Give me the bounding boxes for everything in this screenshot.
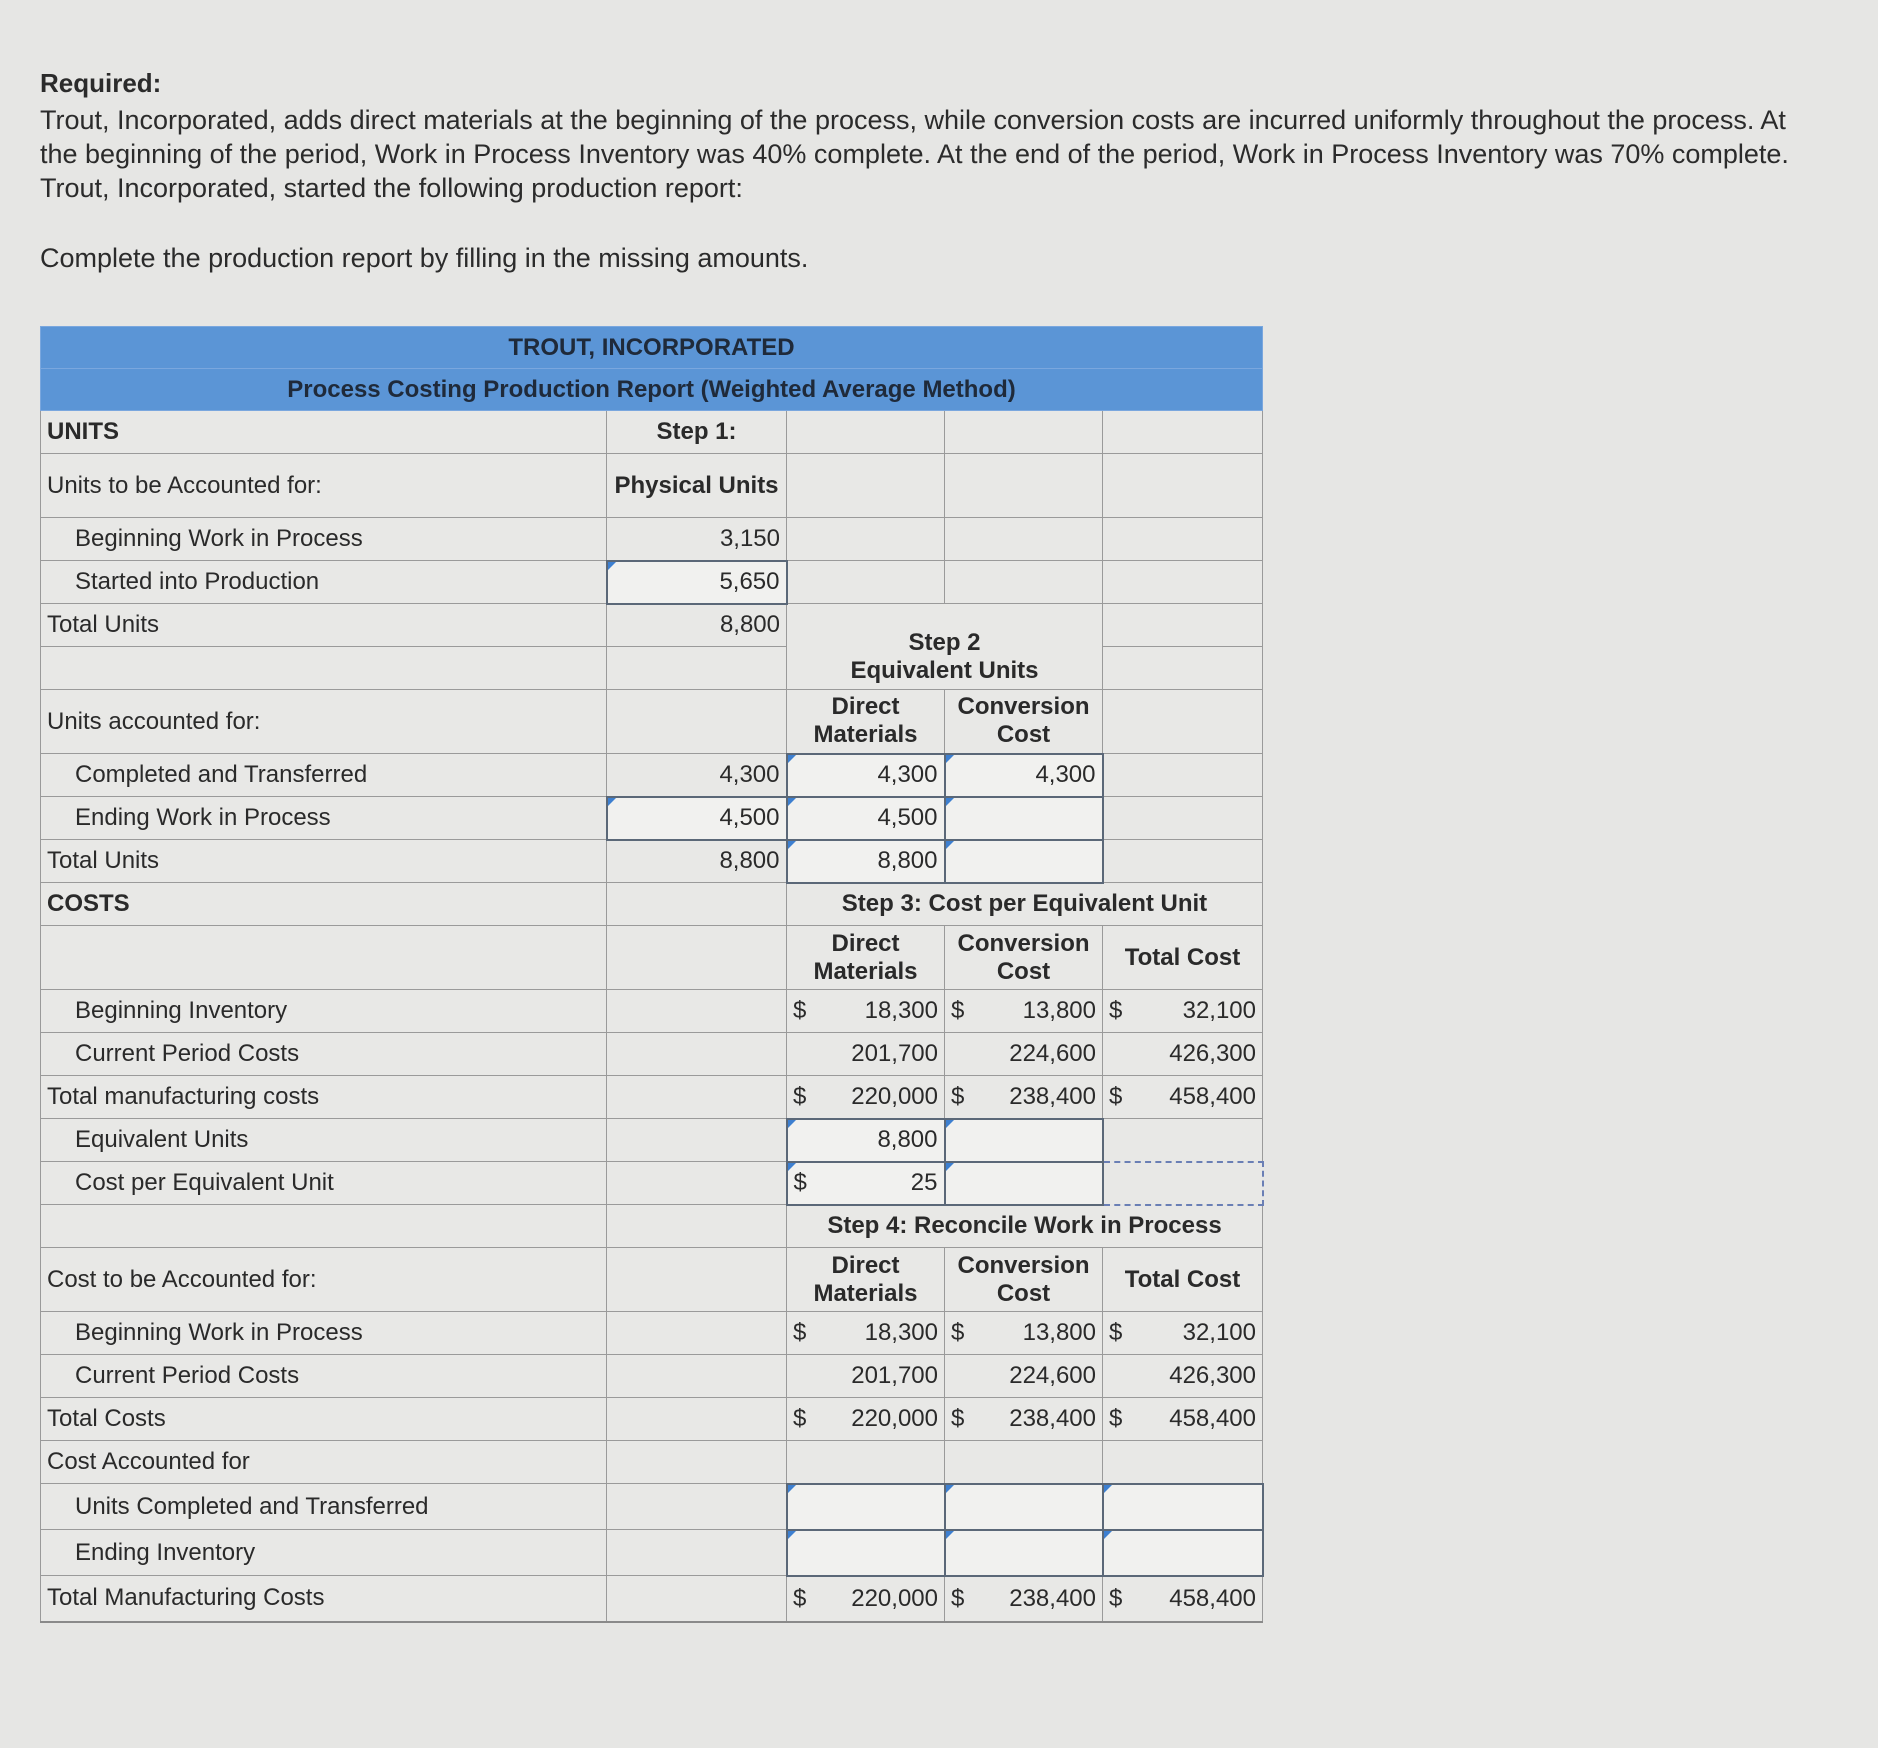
instructions [40, 68, 1800, 275]
cost-accounted-label: Cost Accounted for [41, 1441, 607, 1484]
final-total-dm: $ 220,000 [787, 1576, 945, 1622]
step4-dm-header: Direct Materials [787, 1248, 945, 1312]
total-costs-dm: $ 220,000 [787, 1398, 945, 1441]
step2-title: Step 2 [908, 629, 981, 656]
units-completed-cc-input[interactable] [945, 1484, 1103, 1530]
total-costs-cc: $ 238,400 [945, 1398, 1103, 1441]
beginning-inventory-dm: $ 18,300 [787, 990, 945, 1033]
reconcile-beginning-cc: $ 13,800 [945, 1312, 1103, 1355]
reconcile-current-total: 426,300 [1103, 1355, 1263, 1398]
final-total-total: $ 458,400 [1103, 1576, 1263, 1622]
completed-cc-input[interactable]: 4,300 [945, 754, 1103, 797]
step3-total-header: Total Cost [1103, 926, 1263, 990]
reconcile-beginning-total: $ 32,100 [1103, 1312, 1263, 1355]
total-units-label: Total Units [41, 604, 607, 647]
ending-inventory-dm-input[interactable] [787, 1530, 945, 1576]
total-mfg-costs-label: Total manufacturing costs [41, 1076, 607, 1119]
units-completed-dm-input[interactable] [787, 1484, 945, 1530]
total-costs-total: $ 458,400 [1103, 1398, 1263, 1441]
beginning-inventory-label: Beginning Inventory [41, 990, 607, 1033]
current-period-costs-label: Current Period Costs [41, 1033, 607, 1076]
total-cc-input[interactable] [945, 840, 1103, 883]
costs-section-label: COSTS [41, 883, 607, 926]
current-period-cc: 224,600 [945, 1033, 1103, 1076]
beginning-inventory-total: $ 32,100 [1103, 990, 1263, 1033]
physical-units-header: Physical Units [607, 454, 787, 518]
beginning-wip-physical: 3,150 [607, 518, 787, 561]
cost-to-account-label: Cost to be Accounted for: [41, 1248, 607, 1312]
ending-wip-dm-input[interactable]: 4,500 [787, 797, 945, 840]
total-mfg-cc: $ 238,400 [945, 1076, 1103, 1119]
production-report [40, 326, 1264, 1623]
completed-physical: 4,300 [607, 754, 787, 797]
cost-per-eu-dm-input[interactable]: $ 25 [787, 1162, 945, 1205]
required-heading: Required: [40, 68, 162, 98]
started-production-input[interactable]: 5,650 [607, 561, 787, 604]
step2-header [787, 604, 1103, 690]
beginning-wip-label: Beginning Work in Process [41, 518, 607, 561]
units-completed-total-input[interactable] [1103, 1484, 1263, 1530]
completed-dm-input[interactable]: 4,300 [787, 754, 945, 797]
step3-cc-header: Conversion Cost [945, 926, 1103, 990]
units-to-account-label: Units to be Accounted for: [41, 454, 607, 518]
company-name: TROUT, INCORPORATED [41, 327, 1263, 369]
total-mfg-dm: $ 220,000 [787, 1076, 945, 1119]
step2-cc-header: Conversion Cost [945, 690, 1103, 754]
completed-transferred-label: Completed and Transferred [41, 754, 607, 797]
ending-wip-cc-input[interactable] [945, 797, 1103, 840]
step1-header: Step 1: [607, 411, 787, 454]
units-section-label: UNITS [41, 411, 607, 454]
reconcile-current-period-label: Current Period Costs [41, 1355, 607, 1398]
ending-inventory-label: Ending Inventory [41, 1530, 607, 1576]
cost-per-eu-label: Cost per Equivalent Unit [41, 1162, 607, 1205]
total-units-physical: 8,800 [607, 604, 787, 647]
equiv-units-cc-input[interactable] [945, 1119, 1103, 1162]
started-production-label: Started into Production [41, 561, 607, 604]
current-period-total: 426,300 [1103, 1033, 1263, 1076]
step3-dm-header: Direct Materials [787, 926, 945, 990]
total-manufacturing-costs-label: Total Manufacturing Costs [41, 1576, 607, 1622]
total-mfg-total: $ 458,400 [1103, 1076, 1263, 1119]
cost-per-eu-cc-input[interactable] [945, 1162, 1103, 1205]
report-title: Process Costing Production Report (Weighted Average Method) [41, 369, 1263, 411]
reconcile-beginning-dm: $ 18,300 [787, 1312, 945, 1355]
ending-wip-label: Ending Work in Process [41, 797, 607, 840]
step4-cc-header: Conversion Cost [945, 1248, 1103, 1312]
step2-dm-header: Direct Materials [787, 690, 945, 754]
reconcile-current-cc: 224,600 [945, 1355, 1103, 1398]
current-period-dm: 201,700 [787, 1033, 945, 1076]
step2-total-physical: 8,800 [607, 840, 787, 883]
final-total-cc: $ 238,400 [945, 1576, 1103, 1622]
step4-total-header: Total Cost [1103, 1248, 1263, 1312]
step2-total-units-label: Total Units [41, 840, 607, 883]
step4-header: Step 4: Reconcile Work in Process [787, 1205, 1263, 1248]
reconcile-current-dm: 201,700 [787, 1355, 945, 1398]
task-instruction: Complete the production report by filling in the missing amounts. [40, 243, 809, 273]
total-costs-label: Total Costs [41, 1398, 607, 1441]
beginning-inventory-cc: $ 13,800 [945, 990, 1103, 1033]
step3-header: Step 3: Cost per Equivalent Unit [787, 883, 1263, 926]
ending-inventory-total-input[interactable] [1103, 1530, 1263, 1576]
units-accounted-label: Units accounted for: [41, 690, 607, 754]
problem-description: Trout, Incorporated, adds direct materials at the beginning of the process, while conversion costs are incurred uniformly throughout the process. At the beginning of the period, Work in Process Inventory was 40% complete. At the end of the period, Work in Process Inventory was 70% complete. Trout, Incorporated, started the following production report: [40, 105, 1789, 203]
equivalent-units-label: Equivalent Units [41, 1119, 607, 1162]
ending-wip-physical-input[interactable]: 4,500 [607, 797, 787, 840]
equiv-units-dm-input[interactable]: 8,800 [787, 1119, 945, 1162]
step2-subtitle: Equivalent Units [850, 657, 1039, 684]
cost-per-eu-total-input[interactable] [1103, 1162, 1263, 1205]
total-dm-input[interactable]: 8,800 [787, 840, 945, 883]
reconcile-beginning-wip-label: Beginning Work in Process [41, 1312, 607, 1355]
units-completed-transferred-label: Units Completed and Transferred [41, 1484, 607, 1530]
ending-inventory-cc-input[interactable] [945, 1530, 1103, 1576]
